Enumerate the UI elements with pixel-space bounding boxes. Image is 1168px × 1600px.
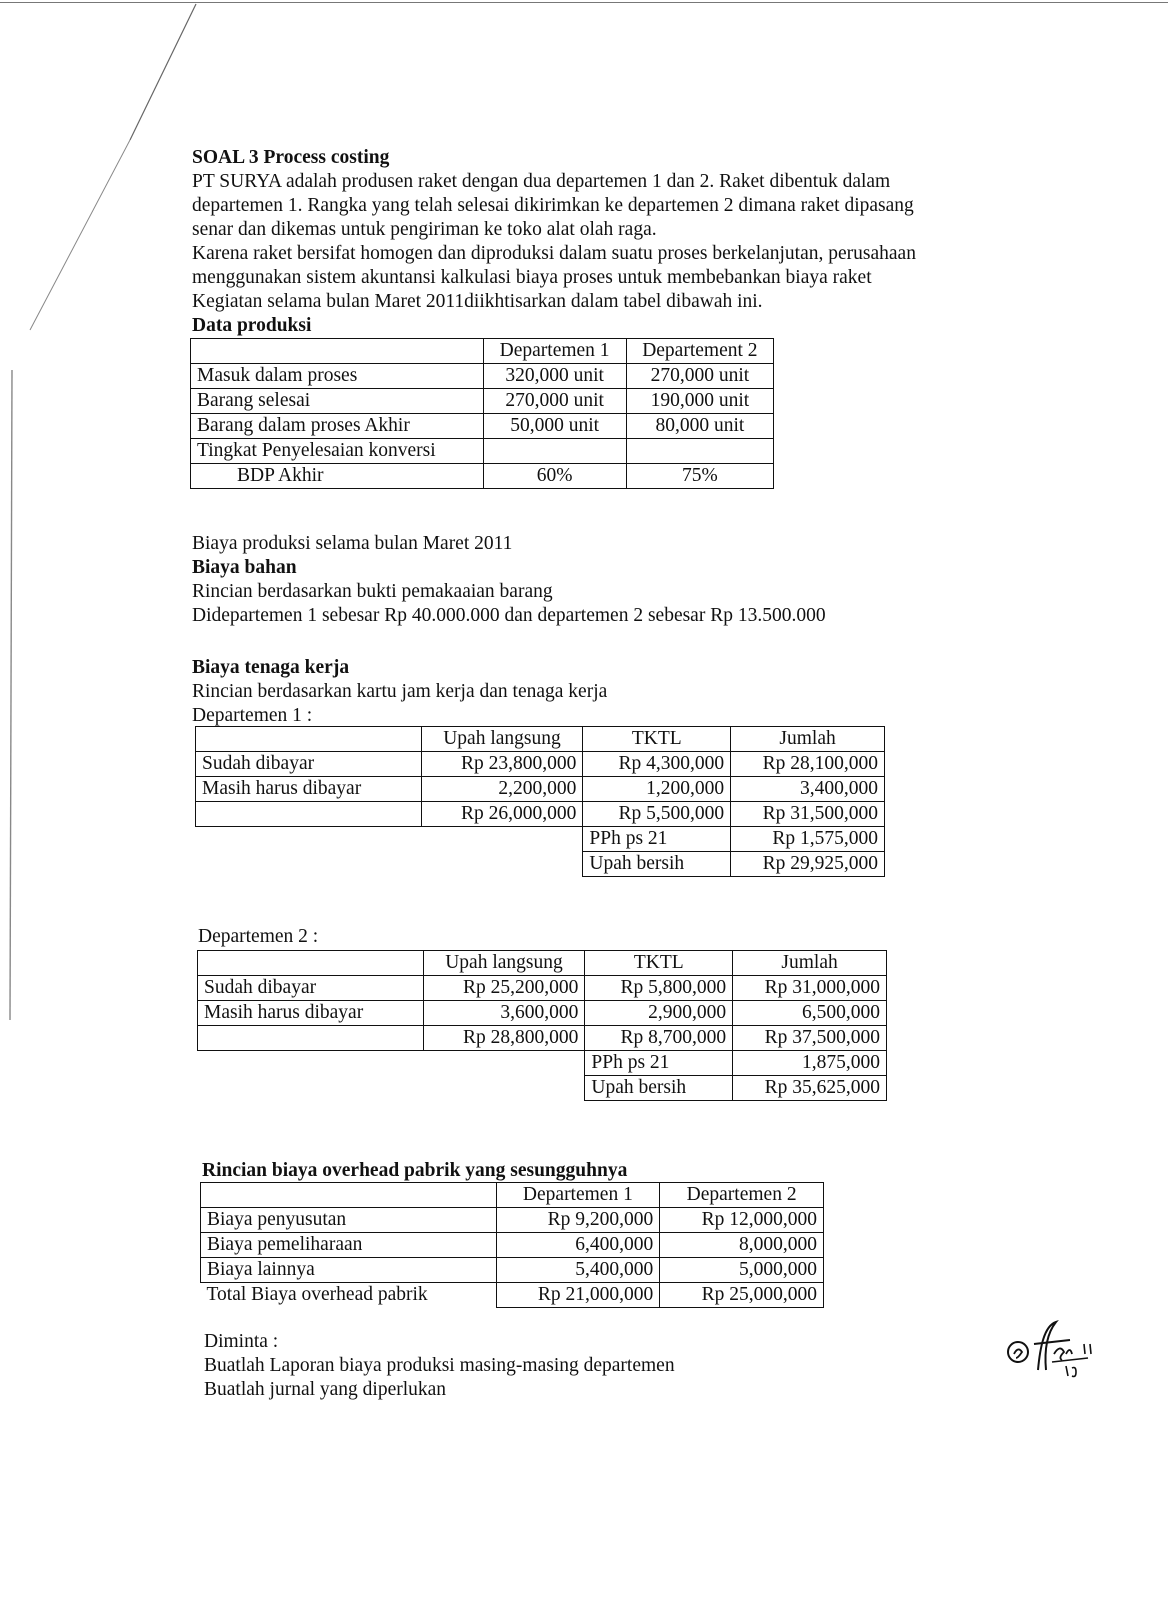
table-cell: Rp 28,800,000	[423, 1026, 585, 1051]
table-header-row	[196, 727, 885, 752]
table-cell: Rp 37,500,000	[733, 1026, 887, 1051]
table-cell: Rp 4,300,000	[583, 752, 731, 777]
table-cell: 3,600,000	[423, 1001, 585, 1026]
table-row	[196, 802, 885, 827]
labor-heading: Biaya tenaga kerja	[192, 657, 350, 678]
table-row	[198, 976, 887, 1001]
labor-dept2-table	[197, 950, 887, 1101]
table-cell	[198, 1051, 424, 1076]
table-cell: Barang dalam proses Akhir	[191, 414, 484, 439]
page-title: SOAL 3 Process costing	[192, 147, 390, 168]
intro-line: senar dan dikemas untuk pengiriman ke toko alat olah raga.	[192, 219, 657, 240]
table-row	[201, 1233, 824, 1258]
table-cell: 8,000,000	[660, 1233, 824, 1258]
table-cell: 320,000 unit	[483, 364, 626, 389]
table-cell	[191, 339, 484, 364]
table-cell: 2,200,000	[421, 777, 583, 802]
table-row	[198, 1001, 887, 1026]
table-header-row	[198, 951, 887, 976]
table-cell	[423, 1051, 585, 1076]
pph-label: PPh ps 21	[585, 1051, 733, 1076]
table-cell: 50,000 unit	[483, 414, 626, 439]
table-cell: 6,500,000	[733, 1001, 887, 1026]
table-header-cell: Departement 2	[626, 339, 773, 364]
intro-line: menggunakan sistem akuntansi kalkulasi biaya proses untuk membebankan biaya raket	[192, 267, 872, 288]
table-cell: Sudah dibayar	[196, 752, 422, 777]
table-cell: Tingkat Penyelesaian konversi	[191, 439, 484, 464]
overhead-table	[200, 1182, 824, 1308]
intro-line: Kegiatan selama bulan Maret 2011diikhtisarkan dalam tabel dibawah ini.	[192, 291, 763, 312]
table-cell: 60%	[483, 464, 626, 489]
table-cell: 75%	[626, 464, 773, 489]
net-value: Rp 35,625,000	[733, 1076, 887, 1101]
scan-edge	[0, 2, 1168, 3]
pph-label: PPh ps 21	[583, 827, 731, 852]
table-cell: Masuk dalam proses	[191, 364, 484, 389]
table-cell	[483, 439, 626, 464]
table-row	[191, 364, 774, 389]
table-cell	[196, 827, 422, 852]
table-header-cell: Jumlah	[733, 951, 887, 976]
table-cell: Rp 8,700,000	[585, 1026, 733, 1051]
material-line: Rincian berdasarkan bukti pemakaaian barang	[192, 581, 553, 602]
total-label: Total Biaya overhead pabrik	[206, 1284, 428, 1306]
table-cell: 190,000 unit	[626, 389, 773, 414]
labor-line: Rincian berdasarkan kartu jam kerja dan tenaga kerja	[192, 681, 608, 702]
table-row	[191, 464, 774, 489]
net-label: Upah bersih	[585, 1076, 733, 1101]
table-cell: Biaya penyusutan	[201, 1208, 497, 1233]
table-cell: Rp 5,800,000	[585, 976, 733, 1001]
table-cell	[201, 1183, 497, 1208]
table-cell: Biaya lainnya	[201, 1258, 497, 1283]
table-cell	[421, 827, 583, 852]
table-cell: Sudah dibayar	[198, 976, 424, 1001]
overhead-heading: Rincian biaya overhead pabrik yang sesungguhnya	[202, 1160, 628, 1181]
table-cell: 270,000 unit	[483, 389, 626, 414]
table-header-cell: Departemen 2	[660, 1183, 824, 1208]
total-value: Rp 21,000,000	[496, 1283, 660, 1308]
table-cell: Rp 9,200,000	[496, 1208, 660, 1233]
table-row	[201, 1258, 824, 1283]
table-row	[196, 827, 885, 852]
table-cell: 270,000 unit	[626, 364, 773, 389]
table-cell	[626, 439, 773, 464]
labor-dept1-table	[195, 726, 885, 877]
material-heading: Biaya bahan	[192, 557, 297, 578]
table-cell: 5,000,000	[660, 1258, 824, 1283]
requested-item: Buatlah Laporan biaya produksi masing-masing departemen	[204, 1355, 675, 1376]
table-cell: 3,400,000	[731, 777, 885, 802]
handwritten-signature	[1004, 1318, 1104, 1378]
table-cell: 5,400,000	[496, 1258, 660, 1283]
dept1-label: Departemen 1 :	[192, 705, 313, 726]
labor-section	[192, 656, 1012, 728]
production-heading: Data produksi	[192, 315, 312, 336]
table-cell: 1,200,000	[583, 777, 731, 802]
table-row	[201, 1208, 824, 1233]
requested-section	[204, 1330, 1024, 1402]
intro-line: PT SURYA adalah produsen raket dengan dua departemen 1 dan 2. Raket dibentuk dalam	[192, 171, 891, 192]
table-cell	[198, 1026, 424, 1051]
table-cell	[196, 852, 422, 877]
table-row	[198, 1026, 887, 1051]
table-header-cell: Departemen 1	[483, 339, 626, 364]
table-cell	[196, 802, 422, 827]
net-value: Rp 29,925,000	[731, 852, 885, 877]
material-section	[192, 532, 1012, 628]
table-header-row	[191, 339, 774, 364]
table-header-cell: Upah langsung	[421, 727, 583, 752]
table-total-row	[201, 1283, 824, 1308]
table-header-cell: TKTL	[583, 727, 731, 752]
table-cell: Rp 28,100,000	[731, 752, 885, 777]
costs-intro: Biaya produksi selama bulan Maret 2011	[192, 533, 513, 554]
table-cell: Biaya pemeliharaan	[201, 1233, 497, 1258]
table-cell	[421, 852, 583, 877]
table-row	[198, 1076, 887, 1101]
table-row	[191, 414, 774, 439]
dept2-label: Departemen 2 :	[198, 926, 319, 947]
table-cell: Rp 23,800,000	[421, 752, 583, 777]
table-cell: Rp 5,500,000	[583, 802, 731, 827]
table-cell: BDP Akhir	[191, 464, 484, 489]
total-value: Rp 25,000,000	[660, 1283, 824, 1308]
table-cell: Barang selesai	[191, 389, 484, 414]
net-label: Upah bersih	[583, 852, 731, 877]
table-header-cell: Jumlah	[731, 727, 885, 752]
intro-section	[192, 146, 1012, 338]
table-row	[191, 389, 774, 414]
table-cell	[196, 727, 422, 752]
table-cell	[423, 1076, 585, 1101]
table-cell: Rp 31,500,000	[731, 802, 885, 827]
table-cell	[198, 1076, 424, 1101]
requested-item: Buatlah jurnal yang diperlukan	[204, 1379, 447, 1400]
table-row	[196, 852, 885, 877]
requested-heading: Diminta :	[204, 1331, 279, 1352]
table-header-cell: Upah langsung	[423, 951, 585, 976]
intro-line: Karena raket bersifat homogen dan diproduksi dalam suatu proses berkelanjutan, perusahaan	[192, 243, 916, 264]
table-cell: Masih harus dibayar	[196, 777, 422, 802]
table-row	[196, 752, 885, 777]
material-line: Didepartemen 1 sebesar Rp 40.000.000 dan departemen 2 sebesar Rp 13.500.000	[192, 605, 826, 626]
pph-value: Rp 1,575,000	[731, 827, 885, 852]
table-cell: Rp 12,000,000	[660, 1208, 824, 1233]
table-cell	[198, 951, 424, 976]
table-cell: 80,000 unit	[626, 414, 773, 439]
table-row	[196, 777, 885, 802]
production-table	[190, 338, 774, 489]
table-cell: 6,400,000	[496, 1233, 660, 1258]
intro-line: departemen 1. Rangka yang telah selesai dikirimkan ke departemen 2 dimana raket dipasang	[192, 195, 914, 216]
table-row	[191, 439, 774, 464]
table-cell: Rp 25,200,000	[423, 976, 585, 1001]
table-cell: Rp 26,000,000	[421, 802, 583, 827]
table-header-cell: Departemen 1	[496, 1183, 660, 1208]
table-cell: 2,900,000	[585, 1001, 733, 1026]
table-header-row	[201, 1183, 824, 1208]
table-row	[198, 1051, 887, 1076]
table-cell: Masih harus dibayar	[198, 1001, 424, 1026]
table-header-cell: TKTL	[585, 951, 733, 976]
pph-value: 1,875,000	[733, 1051, 887, 1076]
table-cell: Rp 31,000,000	[733, 976, 887, 1001]
